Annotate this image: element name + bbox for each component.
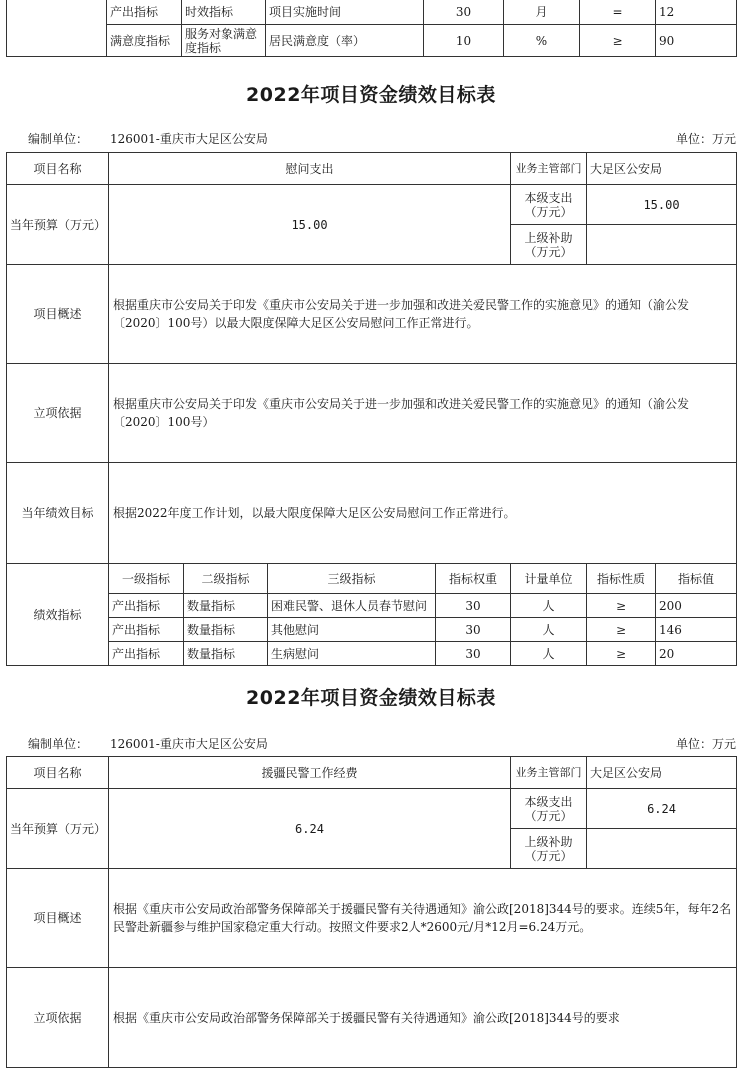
basis-text: 根据《重庆市公安局政治部警务保障部关于援疆民警有关待遇通知》渝公政[2018]344号的要求 — [109, 968, 737, 1068]
header-value: 指标值 — [656, 564, 737, 594]
org-name: 126001-重庆市大足区公安局 — [110, 737, 268, 751]
overview-text: 根据重庆市公安局关于印发《重庆市公安局关于进一步加强和改进关爱民警工作的实施意见》的通知（渝公发〔2020〕100号）以最大限度保障大足区公安局慰问工作正常进行。 — [109, 265, 737, 364]
header-l2: 二级指标 — [184, 564, 268, 594]
dept-label: 业务主管部门 — [511, 153, 587, 185]
indicator-l3: 其他慰问 — [268, 618, 436, 642]
indicator-l1: 产出指标 — [109, 618, 184, 642]
indicator-nature: ≥ — [587, 642, 656, 666]
cell — [7, 25, 107, 57]
indicator-value: 146 — [656, 618, 737, 642]
org-name: 126001-重庆市大足区公安局 — [110, 132, 268, 146]
goal-text: 根据2022年度工作计划，以最大限度保障大足区公安局慰问工作正常进行。 — [109, 463, 737, 564]
table-title: 2022年项目资金绩效目标表 — [246, 687, 496, 709]
indicator-row — [7, 642, 737, 666]
basis-label: 立项依据 — [7, 364, 109, 463]
basis-text: 根据重庆市公安局关于印发《重庆市公安局关于进一步加强和改进关爱民警工作的实施意见》的通知（渝公发〔2020〕100号） — [109, 364, 737, 463]
indicator-nature: ≥ — [587, 594, 656, 618]
dept-name: 大足区公安局 — [587, 153, 737, 185]
header-unit: 计量单位 — [511, 564, 587, 594]
unit-label: 单位：万元 — [676, 132, 737, 146]
org-label: 编制单位： — [28, 737, 89, 751]
upper-value — [587, 225, 737, 265]
cell: 项目实施时间 — [266, 0, 424, 25]
indicator-l2: 数量指标 — [184, 618, 268, 642]
indicator-nature: ≥ — [587, 618, 656, 642]
upper-value — [587, 829, 737, 869]
indicator-value: 20 — [656, 642, 737, 666]
project-name: 慰问支出 — [109, 153, 511, 185]
indicator-l2: 数量指标 — [184, 594, 268, 618]
indicator-unit: 人 — [511, 642, 587, 666]
indicator-l3: 生病慰问 — [268, 642, 436, 666]
goal-label: 当年绩效目标 — [7, 463, 109, 564]
perf-label: 绩效指标 — [7, 564, 109, 666]
cell: = — [580, 0, 656, 25]
table-title: 2022年项目资金绩效目标表 — [246, 84, 496, 106]
project-name: 援疆民警工作经费 — [109, 757, 511, 789]
project-name-label: 项目名称 — [7, 757, 109, 789]
upper-label: 上级补助（万元） — [511, 829, 587, 869]
indicator-unit: 人 — [511, 594, 587, 618]
header-weight: 指标权重 — [436, 564, 511, 594]
header-nature: 指标性质 — [587, 564, 656, 594]
indicator-weight: 30 — [436, 594, 511, 618]
budget-label: 当年预算（万元） — [7, 185, 109, 265]
local-label: 本级支出（万元） — [511, 789, 587, 829]
overview-label: 项目概述 — [7, 869, 109, 968]
indicator-l2: 数量指标 — [184, 642, 268, 666]
performance-table — [6, 152, 737, 666]
header-l3: 三级指标 — [268, 564, 436, 594]
cell: 月 — [504, 0, 580, 25]
indicator-row — [7, 25, 737, 57]
cell: 30 — [424, 0, 504, 25]
indicator-l1: 产出指标 — [109, 594, 184, 618]
indicator-l1: 产出指标 — [109, 642, 184, 666]
indicator-row — [7, 594, 737, 618]
cell: 90 — [656, 25, 737, 57]
unit-label: 单位：万元 — [676, 737, 737, 751]
indicator-value: 200 — [656, 594, 737, 618]
indicator-weight: 30 — [436, 642, 511, 666]
org-label: 编制单位： — [28, 132, 89, 146]
cell: 满意度指标 — [107, 25, 182, 57]
indicator-row — [7, 0, 737, 25]
local-value: 6.24 — [587, 789, 737, 829]
cell: 居民满意度（率） — [266, 25, 424, 57]
local-value: 15.00 — [587, 185, 737, 225]
cell: ≥ — [580, 25, 656, 57]
budget-value: 6.24 — [109, 789, 511, 869]
cell: 产出指标 — [107, 0, 182, 25]
cell: 12 — [656, 0, 737, 25]
performance-table — [6, 756, 737, 1068]
previous-indicator-table — [6, 0, 737, 57]
indicator-l3: 困难民警、退休人员春节慰问 — [268, 594, 436, 618]
budget-value: 15.00 — [109, 185, 511, 265]
overview-label: 项目概述 — [7, 265, 109, 364]
indicator-unit: 人 — [511, 618, 587, 642]
basis-label: 立项依据 — [7, 968, 109, 1068]
dept-name: 大足区公安局 — [587, 757, 737, 789]
cell: % — [504, 25, 580, 57]
cell: 时效指标 — [182, 0, 266, 25]
upper-label: 上级补助（万元） — [511, 225, 587, 265]
budget-label: 当年预算（万元） — [7, 789, 109, 869]
overview-text: 根据《重庆市公安局政治部警务保障部关于援疆民警有关待遇通知》渝公政[2018]344号的要求。连续5年，每年2名民警赴新疆参与维护国家稳定重大行动。按照文件要求2人*2600元/月*12月=6.24万元。 — [109, 869, 737, 968]
local-label: 本级支出（万元） — [511, 185, 587, 225]
cell — [7, 0, 107, 25]
dept-label: 业务主管部门 — [511, 757, 587, 789]
indicator-weight: 30 — [436, 618, 511, 642]
indicator-row — [7, 618, 737, 642]
header-l1: 一级指标 — [109, 564, 184, 594]
cell: 服务对象满意度指标 — [182, 25, 266, 57]
cell: 10 — [424, 25, 504, 57]
project-name-label: 项目名称 — [7, 153, 109, 185]
